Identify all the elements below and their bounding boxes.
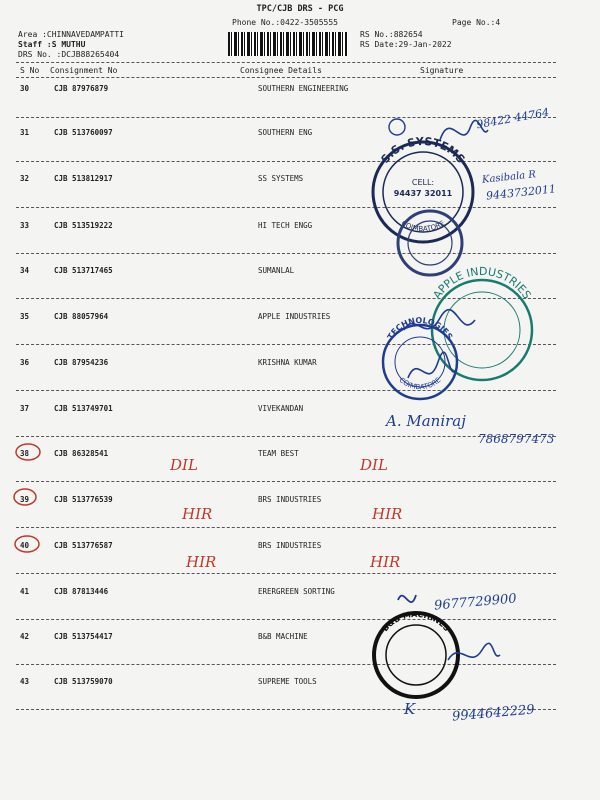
row-consignee: B&B MACHINE [258,632,308,641]
ss-stamp-city: COIMBATORE [399,219,447,234]
row-consignment: CJB 86328541 [54,449,109,458]
rs-number: RS No.:882654 [360,30,423,39]
row-sno: 40 [20,541,30,550]
signature-31-circle [389,119,405,135]
row-consignee: BRS INDUSTRIES [258,495,322,504]
techno-stamp-text: TECHNOLOGIES [385,315,455,342]
row-consignment: CJB 513776539 [54,495,113,504]
row-sno: 42 [20,632,30,641]
row-consignment: CJB 513749701 [54,404,113,413]
row-consignment: CJB 513760097 [54,128,113,137]
col-signature: Signature [420,66,464,75]
row-consignment: CJB 513754417 [54,632,113,641]
row-sno: 34 [20,266,30,275]
handwritten-phone-43: 9944642229 [451,702,536,725]
handwritten-hr-39-left: HIR [182,505,213,523]
row-consignment: CJB 513759070 [54,677,113,686]
handwritten-signature-32: Kasibala R [481,169,537,186]
handwritten-hr-40-right: HIR [370,553,401,571]
handwritten-phone-41: 9677729900 [433,591,518,614]
row-consignee: TEAM BEST [258,449,299,458]
handwritten-hr-39-right: HIR [372,505,403,523]
row-consignee: ERERGREEN SORTING [258,587,335,596]
row-sno: 36 [20,358,30,367]
techno-stamp-city: COIMBATORE [397,376,443,392]
row-consignee: SUPREME TOOLS [258,677,317,686]
handwritten-dl-right: DIL [360,456,388,474]
handwritten-phone-31: 98422 44764 [475,105,551,132]
row-consignee: SUMANLAL [258,266,295,275]
col-consignee: Consignee Details [240,66,322,75]
handwritten-phone-32: 9443732011 [485,182,557,203]
row-consignee: BRS INDUSTRIES [258,541,322,550]
row-consignment: CJB 513717465 [54,266,113,275]
row-sno: 30 [20,84,30,93]
rs-date: RS Date:29-Jan-2022 [360,40,452,49]
row-consignee: HI TECH ENGG [258,221,313,230]
row-consignment: CJB 513776587 [54,541,113,550]
row-consignment: CJB 88057964 [54,312,109,321]
row-sno: 43 [20,677,30,686]
col-consignment: Consignment No [50,66,118,75]
handwritten-signature-43: K [404,700,416,718]
row-consignment: CJB 87813446 [54,587,109,596]
row-sno: 41 [20,587,30,596]
staff-label: Staff :S MUTHU [18,40,86,49]
red-circle-mark [16,444,40,460]
row-consignee: KRISHNA KUMAR [258,358,317,367]
ss-stamp-cell: CELL: [411,178,435,187]
handwritten-hr-40-left: HIR [186,553,217,571]
row-consignment: CJB 513812917 [54,174,113,183]
apple-industries-stamp [430,265,533,380]
row-sno: 37 [20,404,30,413]
row-consignment: CJB 513519222 [54,221,113,230]
col-sno: S No [20,66,40,75]
bb-machines-stamp [374,610,458,697]
handwritten-dl-left: DIL [170,456,198,474]
phone-number: Phone No.:0422-3505555 [232,18,338,27]
drs-number: DRS No. :DCJB88265404 [18,50,120,59]
document-title: TPC/CJB DRS - PCG [256,4,344,14]
page-number: Page No.:4 [452,18,501,27]
row-sno: 31 [20,128,30,137]
row-consignment: CJB 87976879 [54,84,109,93]
row-consignee: VIVEKANDAN [258,404,304,413]
row-sno: 38 [20,449,30,458]
row-sno: 39 [20,495,30,504]
row-consignee: APPLE INDUSTRIES [258,312,331,321]
row-sno: 32 [20,174,30,183]
row-consignee: SOUTHERN ENGINEERING [258,84,349,93]
signature-41 [398,595,416,602]
handwritten-phone-37: 7868797473 [478,432,555,446]
area-label: Area :CHINNAVEDAMPATTI [18,30,124,39]
row-consignee: SOUTHERN ENG [258,128,313,137]
ss-stamp-phone: 94437 32011 [393,189,453,198]
red-circle-mark [14,489,36,505]
signature-36 [408,352,456,378]
row-sno: 35 [20,312,30,321]
technologies-stamp [383,316,457,399]
bb-stamp-text: B&B MACHINES [380,609,452,634]
row-consignee: SS SYSTEMS [258,174,304,183]
red-circle-mark [15,536,39,552]
handwritten-signature-37: A. Maniraj [386,412,466,430]
row-consignment: CJB 87954236 [54,358,109,367]
apple-stamp-text: APPLE INDUSTRIES [430,264,534,302]
ss-stamp-text: S.S. SYSTEMS [378,134,468,166]
row-sno: 33 [20,221,30,230]
